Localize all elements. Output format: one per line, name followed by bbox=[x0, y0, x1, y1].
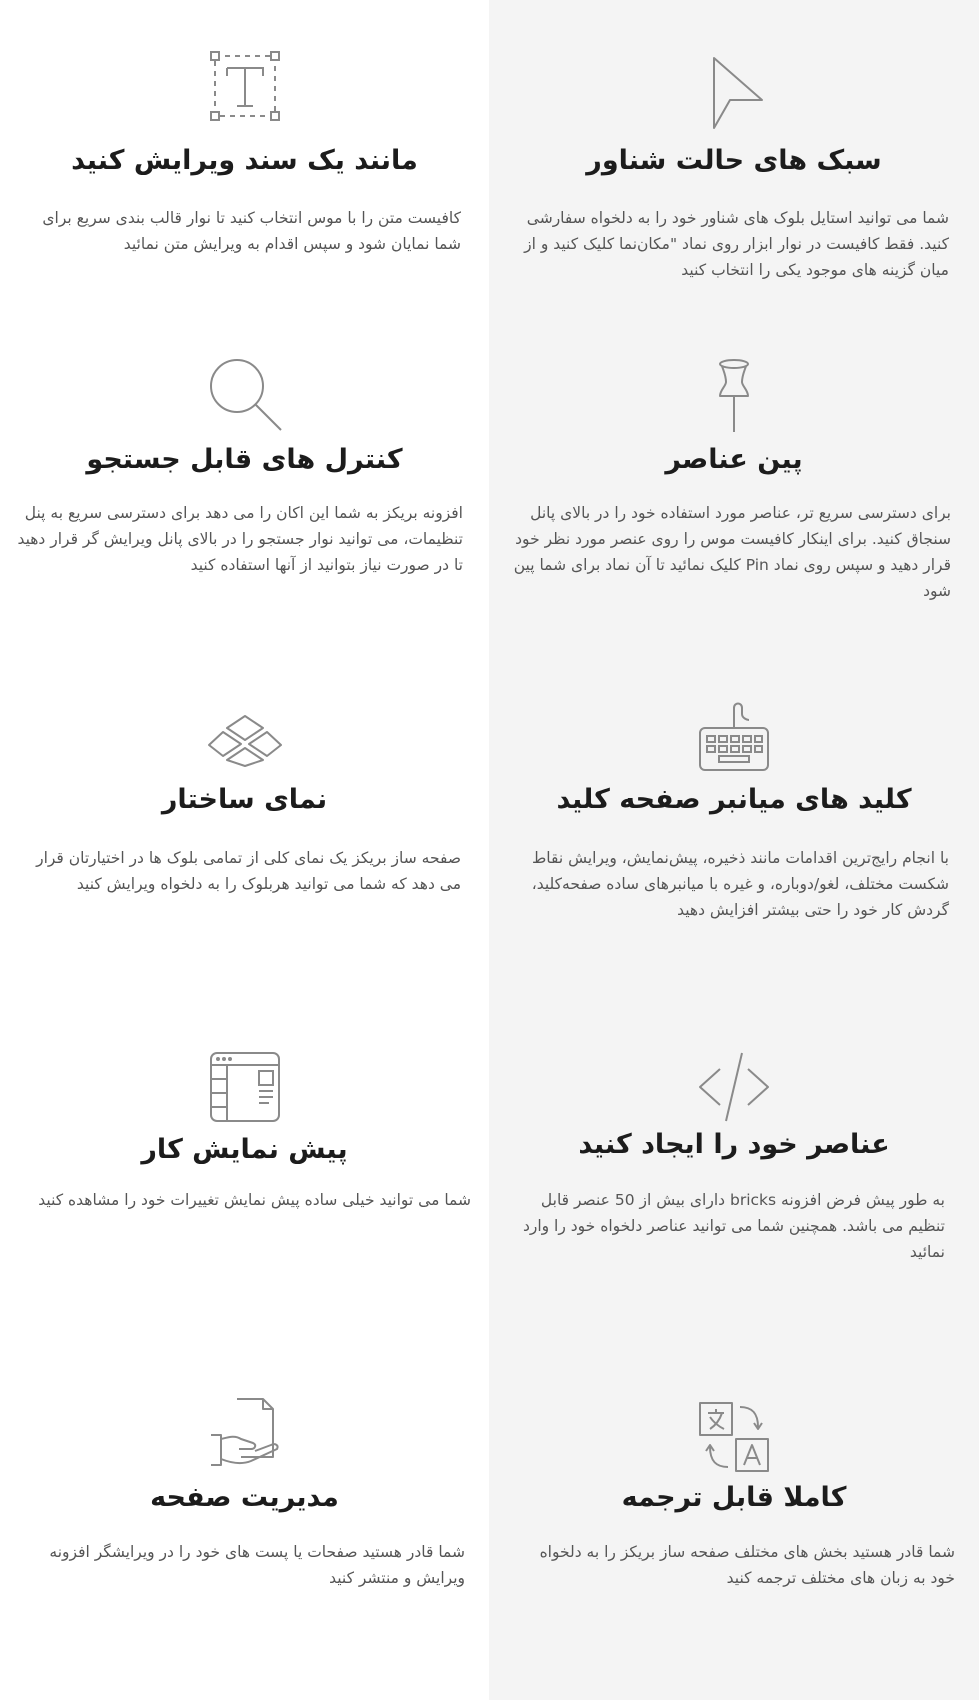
feature-description: برای دسترسی سریع تر، عناصر مورد استفاده خود را در بالای پانل سنجاق کنید. برای اینکار کافیست موس را روی عنصر مورد نظر خود قرار دهید و سپس روی نماد Pin کلیک نمائید تا آن نماد برای شما پین شود bbox=[513, 504, 951, 600]
feature-description: افزونه بریکز به شما این اکان را می دهد برای دسترسی سریع به پنل تنظیمات، می توانید نوار جستجو را در بالای پانل ویرایش گر قرار دهید تا در صورت نیاز بتوانید از آنها استفاده کنید bbox=[17, 504, 463, 574]
feature-title: کلید های میانبر صفحه کلید bbox=[556, 784, 912, 815]
feature-card-preview bbox=[0, 1015, 489, 1363]
layers-icon bbox=[0, 712, 489, 768]
translate-icon bbox=[489, 1399, 979, 1475]
page-hand-icon bbox=[0, 1395, 489, 1471]
feature-description: به طور پیش فرض افزونه bricks دارای بیش از 50 عنصر قابل تنظیم می باشد. همچنین شما می توانید عناصر دلخواه خود را وارد نمائید bbox=[522, 1191, 945, 1261]
feature-description: کافیست متن را با موس انتخاب کنید تا نوار قالب بندی سریع برای شما نمایان شود و سپس اقدام به ویرایش متن نمائید bbox=[42, 209, 461, 253]
feature-description: شما قادر هستید صفحات یا پست های خود را در ویرایشگر افزونه ویرایش و منتشر کنید bbox=[49, 1543, 465, 1587]
feature-description: شما قادر هستید بخش های مختلف صفحه ساز بریکز را به دلخواه خود به زبان های مختلف ترجمه کنید bbox=[539, 1543, 955, 1587]
feature-description: شما می توانید خیلی ساده پیش نمایش تغییرات خود را مشاهده کنید bbox=[38, 1191, 471, 1209]
feature-title: مانند یک سند ویرایش کنید bbox=[71, 145, 418, 176]
feature-description: شما می توانید استایل بلوک های شناور خود را به دلخواه سفارشی کنید. فقط کافیست در نوار ابزار روی نماد "مکان‌نما کلیک کنید و از میان گزینه های موجود یکی را انتخاب کنید bbox=[524, 209, 949, 279]
feature-card-edit-like-doc bbox=[0, 0, 489, 322]
pushpin-icon bbox=[489, 358, 979, 434]
feature-title: کاملا قابل ترجمه bbox=[621, 1482, 847, 1513]
feature-card-searchable-controls bbox=[0, 322, 489, 668]
feature-title: مدیریت صفحه bbox=[150, 1482, 339, 1513]
feature-title: سبک های حالت شناور bbox=[586, 145, 882, 176]
feature-title: کنترل های قابل جستجو bbox=[86, 444, 403, 475]
code-icon bbox=[489, 1049, 979, 1125]
feature-card-shortcuts bbox=[489, 668, 979, 1015]
text-box-icon bbox=[0, 48, 489, 124]
feature-card-float-style bbox=[489, 0, 979, 322]
feature-card-structure-view bbox=[0, 668, 489, 1015]
feature-title: عناصر خود را ایجاد کنید bbox=[578, 1129, 890, 1160]
feature-card-page-management bbox=[0, 1363, 489, 1700]
feature-card-custom-elements bbox=[489, 1015, 979, 1363]
search-icon bbox=[0, 354, 489, 434]
feature-title: پیش نمایش کار bbox=[141, 1134, 348, 1165]
feature-card-pin-elements bbox=[489, 322, 979, 668]
keyboard-icon bbox=[489, 700, 979, 774]
feature-title: پین عناصر bbox=[665, 444, 803, 475]
feature-card-translatable bbox=[489, 1363, 979, 1700]
cursor-arrow-icon bbox=[489, 56, 979, 132]
feature-description: با انجام رایج‌ترین اقدامات مانند ذخیره، پیش‌نمایش، ویرایش نقاط شکست مختلف، لغو/دوباره، و غیره با میانبرهای ساده صفحه‌کلید، گردش کار خود را حتی بیشتر افزایش دهید bbox=[531, 849, 949, 919]
feature-description: صفحه ساز بریکز یک نمای کلی از تمامی بلوک ها در اختیارتان قرار می دهد که شما می توانید هربلوک را به دلخواه ویرایش کنید bbox=[36, 849, 461, 893]
browser-window-icon bbox=[0, 1051, 489, 1123]
feature-title: نمای ساختار bbox=[161, 784, 328, 815]
